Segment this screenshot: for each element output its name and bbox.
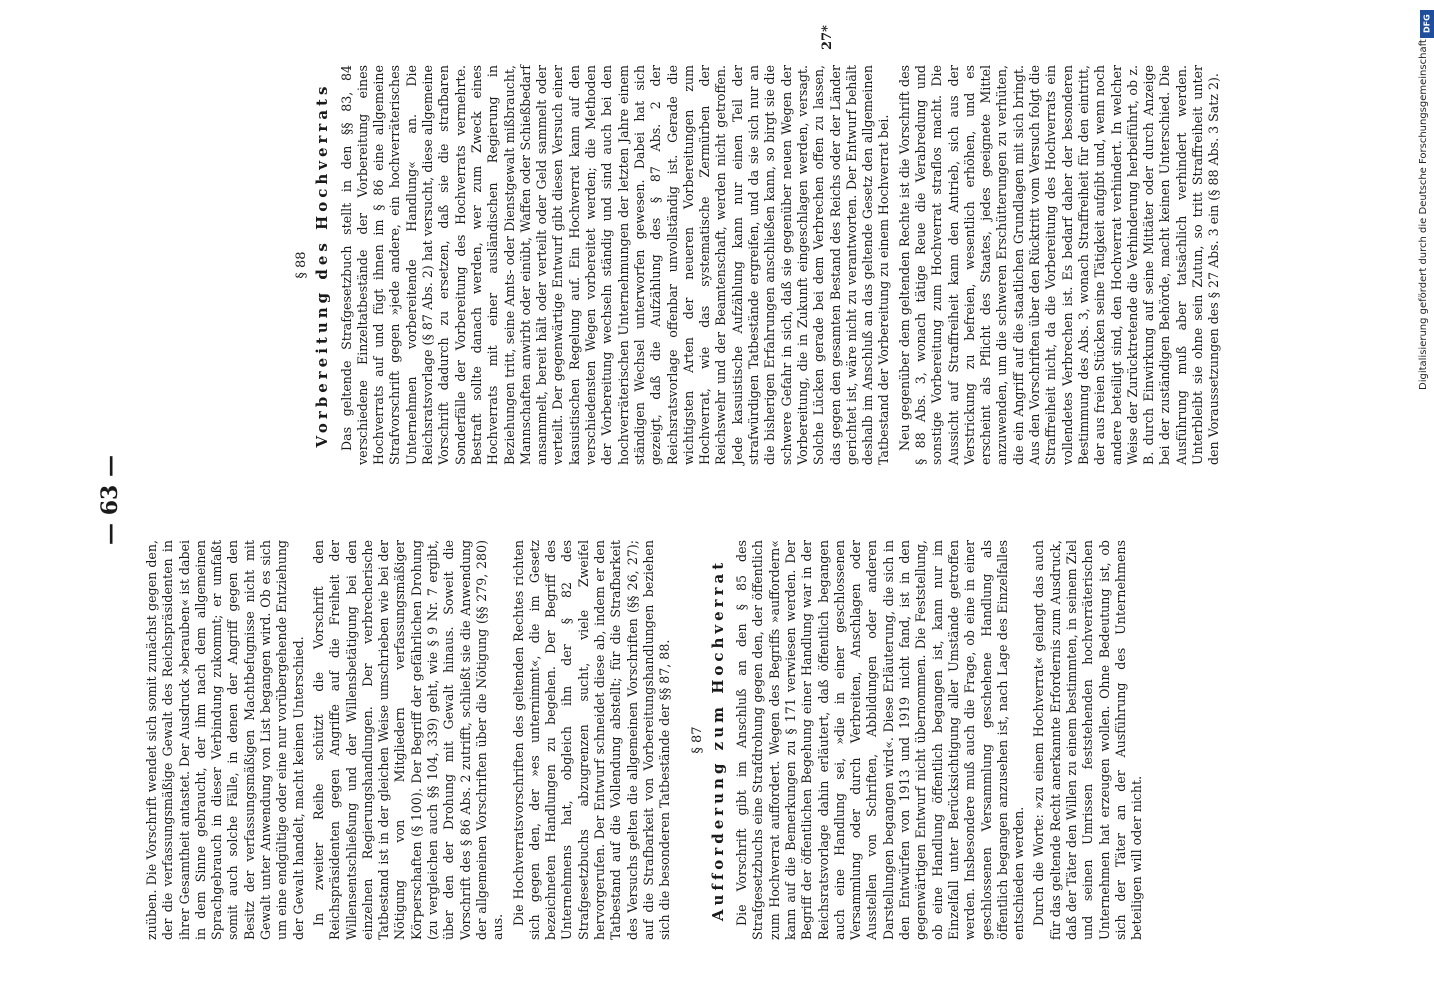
page-number-header: — 63 — xyxy=(97,455,123,545)
right-column xyxy=(144,65,1227,465)
paragraph: In zweiter Reihe schützt die Vorschrift den Reichspräsidenten gegen Angriffe auf die Freiheit der Willensentschließung und der Willensbetätigung bei den einzelnen Regierungshandlungen. Der verbrecherische Tatbestand ist in der gleichen Weise umschrieben wie bei der Nötigung von Mitgliedern verfassungsmäßiger Körperschaften (§ 100). Der Begriff der gefährlichen Drohung (zu vergleichen auch §§ 104, 339) geht, wie § 9 Nr. 7 ergibt, über den der Drohung mit Gewalt hinaus. Soweit die Vorschrift des § 86 Abs. 2 zutrifft, schließt sie die Anwendung der allgemeinen Vorschriften über die Nötigung (§§ 279, 280) aus. xyxy=(310,540,506,940)
section-title: Vorbereitung des Hochverrats xyxy=(313,82,332,448)
paragraph: zuüben. Die Vorschrift wendet sich somit zunächst gegen den, der die verfassungsmäßige Gewalt des Reichspräsidenten in ihrer Gesamtheit antastet. Der Ausdruck »berauben« ist dabei in dem Sinne gebraucht, der ihm nach dem allgemeinen Sprachgebrauch in dieser Verbindung zukommt; er umfaßt somit auch solche Fälle, in denen der Angriff gegen den Besitz der verfassungsmäßigen Machtbefugnisse nicht mit Gewalt unter Anwendung von List begangen wird. Ob es sich um eine endgültige oder eine nur vorübergehende Entziehung der Gewalt handelt, macht keinen Unterschied. xyxy=(144,540,306,940)
dfg-logo: DFG xyxy=(1420,10,1434,38)
signature-mark: 27* xyxy=(820,25,835,50)
paragraph: Neu gegenüber dem geltenden Rechte ist die Vorschrift des § 88 Abs. 3, wonach tätige Reue die Verabredung und sonstige Vorbereitung zum Hochverrat straflos macht. Die Aussicht auf Straffreiheit kann den Antrieb, sich aus der Verstrickung zu befreien, wesentlich erhöhen, und es erscheint als Pflicht des Staates, jedes geeignete Mittel anzuwenden, um die schweren Erschütterungen zu verhüten, die ein Angriff auf die staatlichen Grundlagen mit sich bringt. Aus den Vorschriften über den Rücktritt vom Versuch folgt die Straffreiheit nicht, da die Vorbereitung des Hochverrats ein vollendetes Verbrechen ist. Es bedarf daher der besonderen Bestimmung des Abs. 3, wonach Straffreiheit für den eintritt, der aus freien Stücken seine Tätigkeit aufgibt und, wenn noch andere beteiligt sind, den Hochverrat verhindert. In welcher Weise der Zurücktretende die Verhinderung herbeiführt, ob z. B. durch Einwirkung auf seine Mittäter oder durch Anzeige bei der zuständigen Behörde, macht keinen Unterschied. Die Ausführung muß aber tatsächlich verhindert werden. Unterbleibt sie ohne sein Zutun, so tritt Straffreiheit unter den Voraussetzungen des § 27 Abs. 3 ein (§ 88 Abs. 3 Satz 2). xyxy=(896,65,1222,465)
section-number: § 87 xyxy=(689,726,705,754)
paragraph: Durch die Worte: »zu einem Hochverrat« gelangt das auch für das geltende Recht anerkannte Erfordernis zum Ausdruck, daß der Täter den Willen zu einem bestimmten, in seinem Ziel und seinen Umrissen feststehenden hochverräterischen Unternehmen hat erzeugen wollen. Ohne Bedeutung ist, ob sich der Täter an der Ausführung des Unternehmens beteiligen will oder nicht. xyxy=(1031,540,1145,940)
paragraph: Das geltende Strafgesetzbuch stellt in den §§ 83, 84 verschiedene Einzeltatbestände der Vorbereitung eines Hochverrats auf und fügt ihnen im § 86 eine allgemeine Strafvorschrift gegen »jede andere, ein hochverräterisches Unternehmen vorbereitende Handlung« an. Die Reichsratsvorlage (§ 87 Abs. 2) hat versucht, diese allgemeine Vorschrift dadurch zu ersetzen, daß sie die strafbaren Sonderfälle der Vorbereitung des Hochverrats vermehrte. Bestraft sollte danach werden, wer zum Zweck eines Hochverrats mit einer ausländischen Regierung in Beziehungen tritt, seine Amts- oder Dienstgewalt mißbraucht, Mannschaften anwirbt oder einübt, Waffen oder Schießbedarf ansammelt, bereit hält oder verteilt oder Geld sammelt oder verteilt. Der gegenwärtige Entwurf gibt diesen Versuch einer kasuistischen Regelung auf. Ein Hochverrat kann auf den verschiedensten Wegen vorbereitet werden; die Methoden der Vorbereitung wechseln ständig und sind auch bei den hochverräterischen Unternehmungen der letzten Jahre einem ständigen Wechsel unterworfen gewesen. Dabei hat sich gezeigt, daß die Aufzählung des § 87 Abs. 2 der Reichsratsvorlage offenbar unvollständig ist. Gerade die wichtigsten Arten der neueren Vorbereitungen zum Hochverrat, wie das systematische Zermürben der Reichswehr und der Beamtenschaft, werden nicht getroffen. Jede kasuistische Aufzählung kann nur einen Teil der strafwürdigen Tatbestände ergreifen, und da sie sich nur an die bisherigen Erfahrungen anschließen kann, so birgt sie die schwere Gefahr in sich, daß sie gegenüber neuen Wegen der Vorbereitung, die in Zukunft eingeschlagen werden, versagt. Solche Lücken gerade bei dem Verbrechen offen zu lassen, das gegen den gesamten Bestand des Reichs oder der Länder gerichtet ist, wäre nicht zu verantworten. Der Entwurf behält deshalb im Anschluß an das geltende Gesetz den allgemeinen Tatbestand der Vorbereitung zu einem Hochverrat bei. xyxy=(338,65,892,465)
section-number: § 88 xyxy=(294,251,309,279)
paragraph: Die Vorschrift gibt im Anschluß an den § 85 des Strafgesetzbuchs eine Strafdrohung gegen den, der öffentlich zum Hochverrat auffordert. Wegen des Begriffs »auffordern« kann auf die Bemerkungen zu § 171 verwiesen werden. Der Begriff der öffentlichen Begehung einer Handlung war in der Reichsratsvorlage dahin erläutert, daß öffentlich begangen auch eine Handlung sei, »die in einer geschlossenen Versammlung oder durch Verbreiten, Anschlagen oder Ausstellen von Schriften, Abbildungen oder anderen Darstellungen begangen wird«. Diese Erläuterung, die sich in den Entwürfen von 1913 und 1919 nicht fand, ist in den gegenwärtigen Entwurf nicht übernommen. Die Feststellung, ob eine Handlung öffentlich begangen ist, kann nur im Einzelfall unter Berücksichtigung aller Umstände getroffen werden. Insbesondere muß auch die Frage, ob eine in einer geschlossenen Versammlung geschehene Handlung als öffentlich begangen anzusehen ist, nach Lage des Einzelfalles entschieden werden. xyxy=(734,540,1027,940)
section-title: Aufforderung zum Hochverrat xyxy=(708,558,727,922)
dfg-credit xyxy=(1418,10,1434,710)
dfg-credit-text: Digitalisierung gefördert durch die Deutsche Forschungsgemeinschaft xyxy=(1418,39,1429,390)
left-column xyxy=(144,540,1150,940)
paragraph: Die Hochverratsvorschriften des geltenden Rechtes richten sich gegen den, der »es unternimmt«, die im Gesetz bezeichneten Handlungen zu begehen. Der Begriff des Unternehmens hat, obgleich ihn der § 82 des Strafgesetzbuchs abzugrenzen sucht, viele Zweifel hervorgerufen. Der Entwurf schneidet diese ab, indem er den Tatbestand auf die Vollendung abstellt; für die Strafbarkeit des Versuchs gelten die allgemeinen Vorschriften (§§ 26, 27); auf die Strafbarkeit von Vorbereitungshandlungen beziehen sich die besonderen Tatbestände der §§ 87, 88. xyxy=(510,540,673,940)
rotated-page xyxy=(80,25,1370,960)
